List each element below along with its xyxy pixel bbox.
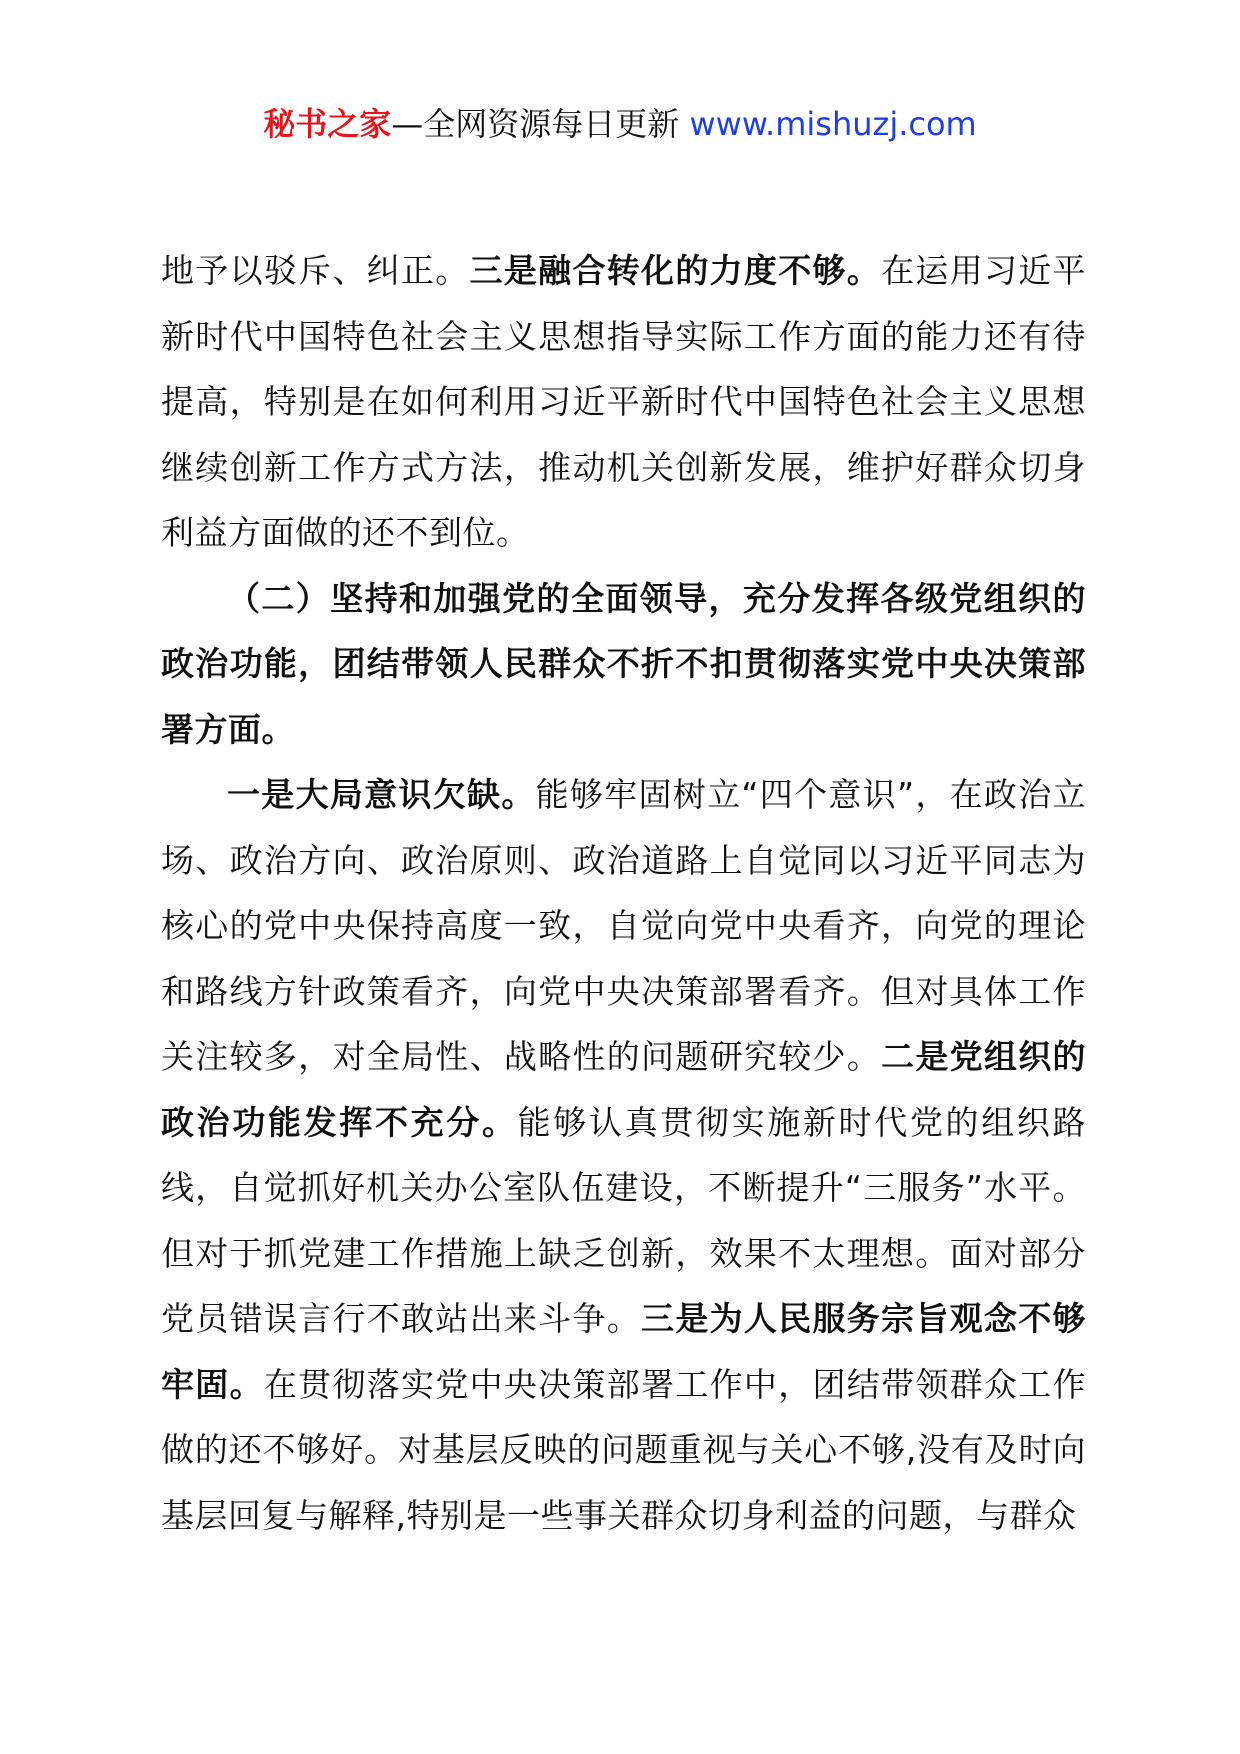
document-body: [161, 238, 1086, 1548]
page-header: [0, 100, 1240, 148]
site-tagline: —全网资源每日更新: [391, 105, 690, 143]
text-span: 能够牢固树立“四个意识”，在政治立场、政治方向、政治原则、政治道路上自觉同以习近平同志为核心的党中央保持高度一致，自觉向党中央看齐，向党的理论和路线方针政策看齐，向党中央决策部署看齐。但对具体工作关注较多，对全局性、战略性的问题研究较少。: [161, 775, 1087, 1076]
site-url-link[interactable]: www.mishuzj.com: [689, 105, 977, 143]
text-span: 在贯彻落实党中央决策部署工作中，团结带领群众工作做的还不够好。对基层反映的问题重视与关心不够,没有及时向基层回复与解释,特别是一些事关群众切身利益的问题，与群众: [161, 1364, 1087, 1535]
bold-point-three: 三是为人民服务宗旨观念不够牢固。: [161, 1299, 1087, 1404]
paragraph-main: [161, 762, 1086, 1548]
text-span: 能够认真贯彻实施新时代党的组织路线，自觉抓好机关办公室队伍建设，不断提升“三服务”水平。但对于抓党建工作措施上缺乏创新，效果不太理想。面对部分党员错误言行不敢站出来斗争。: [161, 1102, 1087, 1338]
bold-point-two: 二是党组织的政治功能发挥不充分。: [161, 1037, 1087, 1142]
bold-point-one: 一是大局意识欠缺。: [227, 775, 536, 814]
text-span: 在运用习近平新时代中国特色社会主义思想指导实际工作方面的能力还有待提高，特别是在如何利用习近平新时代中国特色社会主义思想继续创新工作方式方法，推动机关创新发展，维护好群众切身利益方面做的还不到位。: [161, 251, 1087, 552]
section-heading: （二）坚持和加强党的全面领导，充分发挥各级党组织的政治功能，团结带领人民群众不折不扣贯彻落实党中央决策部署方面。: [161, 578, 1086, 749]
text-span: 地予以驳斥、纠正。: [161, 251, 470, 290]
bold-point-three: 三是融合转化的力度不够。: [469, 251, 882, 290]
site-brand: 秘书之家: [263, 105, 392, 143]
paragraph-continuation: [161, 238, 1086, 566]
